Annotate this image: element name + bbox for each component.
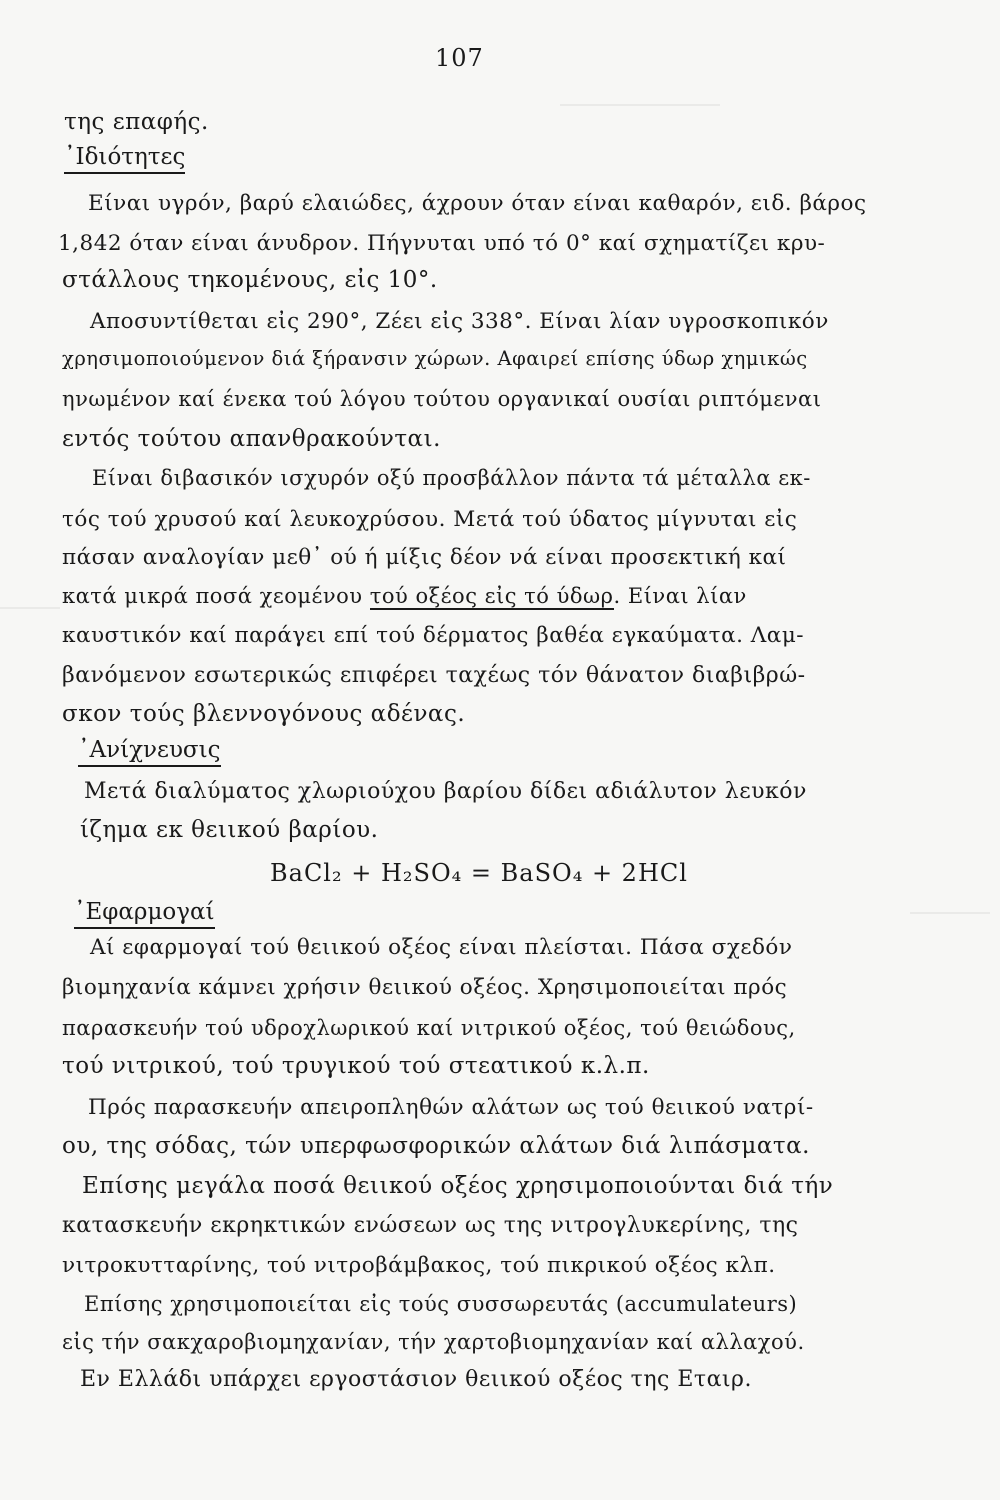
- text-line: εἰς τήν σακχαροβιομηχανίαν, τήν χαρτοβιομηχανίαν καί αλλαχού.: [62, 1330, 805, 1354]
- text-line: τός τού χρυσού καί λευκοχρύσου. Μετά τού ύδατος μίγνυται εἰς: [62, 507, 798, 532]
- text-line: Αποσυντίθεται εἰς 290°, Ζέει εἰς 338°. Είναι λίαν υγροσκοπικόν: [90, 309, 829, 334]
- chemical-equation: BaCl₂ + H₂SO₄ = BaSO₄ + 2HCl: [270, 859, 688, 887]
- text-line: [62, 582, 747, 610]
- text-line: Επίσης μεγάλα ποσά θειικού οξέος χρησιμοποιούνται διά τήν: [82, 1173, 834, 1199]
- text-line: χρησιμοποιούμενον διά ξήρανσιν χώρων. Αφαιρεί επίσης ύδωρ χημικώς: [62, 347, 808, 370]
- text-line: Πρός παρασκευήν απειροπληθών αλάτων ως τού θειικού νατρί-: [88, 1095, 814, 1120]
- text-line: βιομηχανία κάμνει χρήσιν θειικού οξέος. Χρησιμοποιείται πρός: [62, 975, 788, 1000]
- text-line: νιτροκυτταρίνης, τού νιτροβάμβακος, τού πικρικού οξέος κλπ.: [62, 1253, 776, 1278]
- show-through-mark: [910, 912, 990, 914]
- text-line: Είναι διβασικόν ισχυρόν οξύ προσβάλλον πάντα τά μέταλλα εκ-: [92, 466, 811, 490]
- text-line: Εν Ελλάδι υπάρχει εργοστάσιον θειικού οξέος της Εταιρ.: [80, 1367, 752, 1392]
- text-line: της επαφής.: [64, 109, 209, 135]
- text-line: ου, της σόδας, τών υπερφωσφορικών αλάτων διά λιπάσματα.: [62, 1133, 810, 1159]
- text-line: Αί εφαρμογαί τού θειικού οξέος είναι πλείσται. Πάσα σχεδόν: [90, 935, 793, 960]
- text-line: καυστικόν καί παράγει επί τού δέρματος βαθέα εγκαύματα. Λαμ-: [62, 623, 805, 648]
- section-heading-applications: ᾽Εφαρμογαί: [74, 898, 215, 929]
- text-line: 1,842 όταν είναι άνυδρον. Πήγνυται υπό τό 0° καί σχηματίζει κρυ-: [58, 231, 826, 256]
- text-line: Επίσης χρησιμοποιείται εἰς τούς συσσωρευτάς (accumulateurs): [84, 1292, 798, 1316]
- text-segment: κατά μικρά ποσά χεομένου: [62, 584, 370, 608]
- text-line: βανόμενον εσωτερικώς επιφέρει ταχέως τόν θάνατον διαβιβρώ-: [62, 663, 806, 688]
- text-line: κατασκευήν εκρηκτικών ενώσεων ως της νιτρογλυκερίνης, της: [62, 1213, 799, 1238]
- show-through-mark: [560, 104, 720, 106]
- section-heading-properties: ᾽Ιδιότητες: [64, 143, 185, 174]
- text-line: ηνωμένον καί ένεκα τού λόγου τούτου οργανικαί ουσίαι ριπτόμεναι: [62, 387, 822, 411]
- show-through-mark: [0, 607, 60, 609]
- text-line: πάσαν αναλογίαν μεθ᾽ ού ή μίξις δέον νά είναι προσεκτική καί: [62, 545, 787, 570]
- text-line: παρασκευήν τού υδροχλωρικού καί νιτρικού οξέος, τού θειώδους,: [62, 1016, 796, 1040]
- page-number: 107: [435, 44, 484, 72]
- text-line: Είναι υγρόν, βαρύ ελαιώδες, άχρουν όταν είναι καθαρόν, ειδ. βάρος: [88, 191, 867, 216]
- text-line: σκον τούς βλεννογόνους αδένας.: [62, 701, 466, 727]
- text-line: Μετά διαλύματος χλωριούχου βαρίου δίδει αδιάλυτον λευκόν: [84, 779, 807, 804]
- text-line: στάλλους τηκομένους, εἰς 10°.: [62, 267, 438, 293]
- text-line: εντός τούτου απανθρακούνται.: [62, 426, 441, 452]
- underlined-phrase: τού οξέος εἰς τό ύδωρ: [369, 584, 614, 608]
- text-line: ίζημα εκ θειικού βαρίου.: [80, 817, 379, 843]
- section-heading-detection: ᾽Ανίχνευσις: [78, 736, 221, 767]
- text-segment: . Είναι λίαν: [613, 584, 747, 608]
- text-line: τού νιτρικού, τού τρυγικού τού στεατικού κ.λ.π.: [62, 1053, 650, 1079]
